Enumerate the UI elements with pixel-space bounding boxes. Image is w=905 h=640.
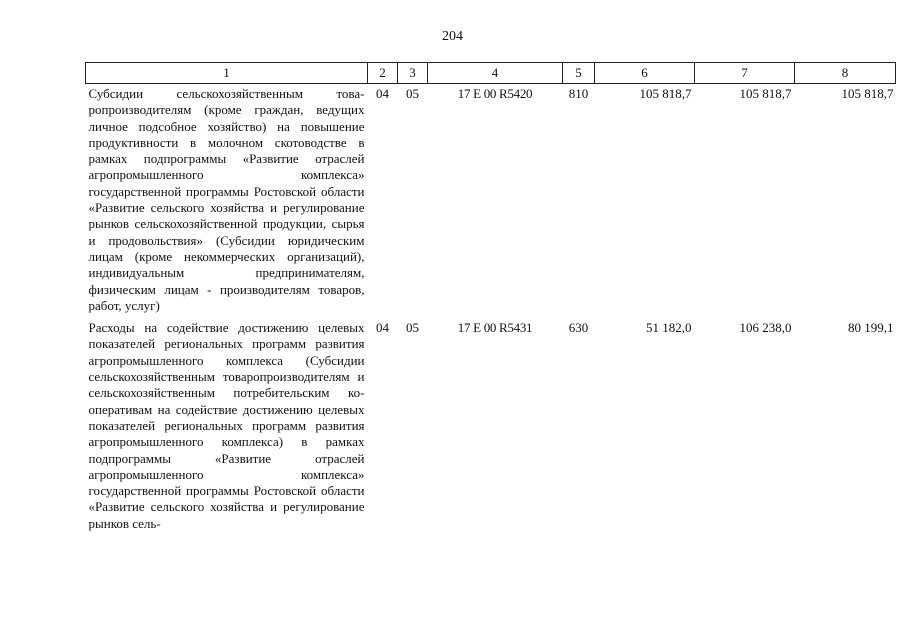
row-amount-year-2: 105 818,7 xyxy=(739,86,792,101)
table-row xyxy=(86,318,896,536)
row-subsection-code: 05 xyxy=(406,86,419,101)
row-target-article: 17 E 00 R5431 xyxy=(457,320,533,336)
row-description: Расходы на содействие достижению целевых показателей региональных программ развития агропромышленного комплекса (Субсидии сельскохозяйственным товаропроизводителям и сельскохозяйственным потребительским кооперативам на содействие достижению целевых показателей региональных программ развития агропромышленного комплекса) в рамках подпрограммы «Развитие отраслей агропромышленного комплекса» государственной программы Ростовской области «Развитие сельского хозяйства и регулирование рынков сель- xyxy=(88,320,365,531)
column-header: 3 xyxy=(398,63,428,84)
page-number: 204 xyxy=(442,29,463,44)
row-amount-year-1: 51 182,0 xyxy=(646,320,692,336)
row-expense-type: 810 xyxy=(568,86,589,101)
row-section-code: 04 xyxy=(376,320,389,336)
row-target-article: 17 E 00 R5420 xyxy=(457,86,533,101)
column-header: 7 xyxy=(695,63,795,84)
row-amount-year-1: 105 818,7 xyxy=(639,86,692,101)
table-row xyxy=(86,84,896,319)
column-header: 2 xyxy=(368,63,398,84)
row-expense-type: 630 xyxy=(568,320,589,336)
column-header: 4 xyxy=(428,63,563,84)
column-header: 5 xyxy=(563,63,595,84)
row-amount-year-2: 106 238,0 xyxy=(739,320,792,336)
row-subsection-code: 05 xyxy=(406,320,419,336)
column-header: 8 xyxy=(795,63,896,84)
column-header: 6 xyxy=(595,63,695,84)
column-header: 1 xyxy=(86,63,368,84)
row-section-code: 04 xyxy=(376,86,389,101)
budget-table xyxy=(85,62,896,536)
row-amount-year-3: 105 818,7 xyxy=(841,86,894,101)
row-description: Субсидии сельскохозяйственным товаропроизводителям (кроме граждан, ведущих личное подсобное хозяйство) на повышение продуктивности в молочном скотоводстве в рамках подпрограммы «Развитие отраслей агропромышленного комплекса» государственной программы Ростовской области «Развитие сельского хозяйства и регулирование рынков сельскохозяйственной продукции, сырья и продовольствия» (Субсидии юридическим лицам (кроме некоммерческих организаций), индивидуальным предпринимателям, физическим лицам - производителям товаров, работ, услуг) xyxy=(88,86,365,313)
row-amount-year-3: 80 199,1 xyxy=(848,320,894,336)
table-header-row xyxy=(86,63,896,84)
